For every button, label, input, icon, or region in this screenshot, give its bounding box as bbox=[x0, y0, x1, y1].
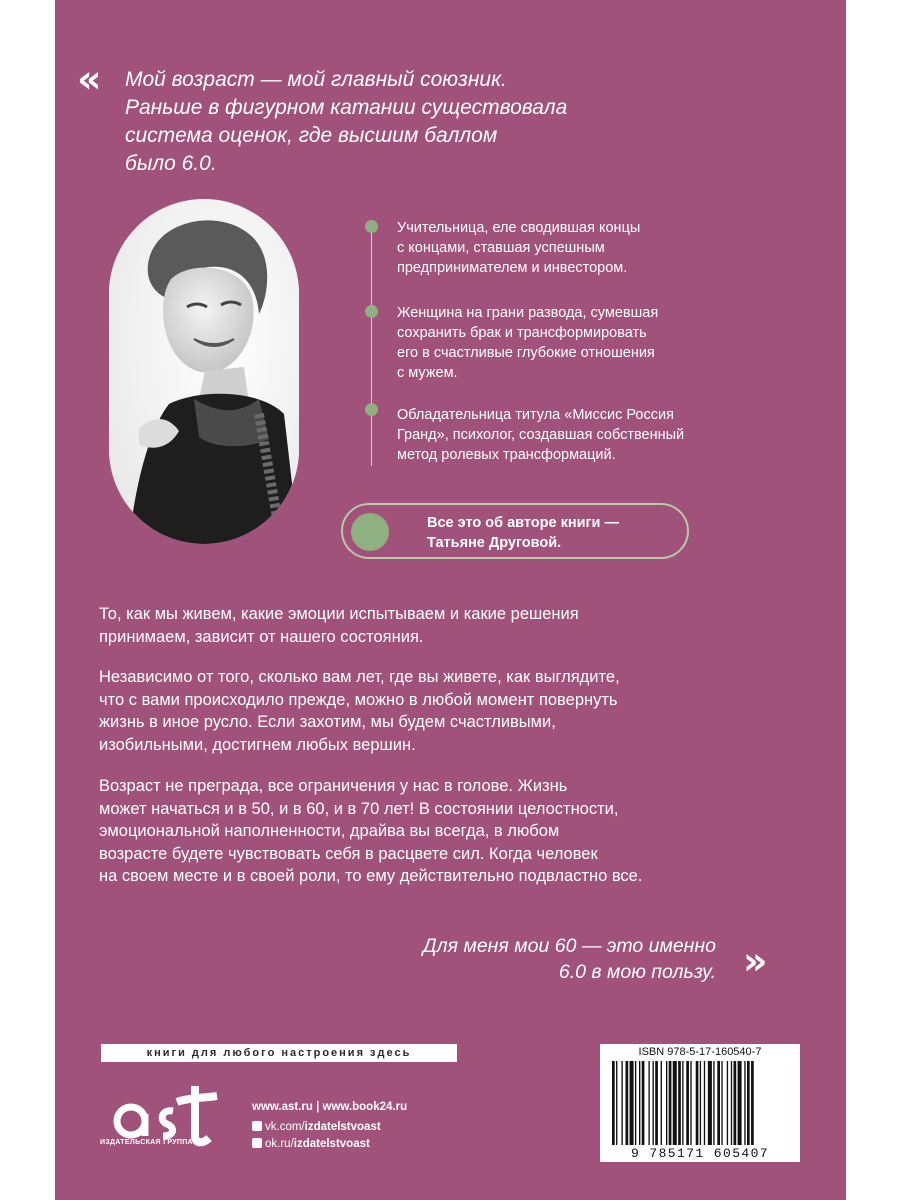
paragraph-line: Независимо от того, сколько вам лет, где вы живете, как выглядите, bbox=[99, 668, 620, 686]
barcode-bar bbox=[653, 1061, 654, 1145]
social-link-ok[interactable] bbox=[252, 1138, 370, 1150]
barcode-bar bbox=[734, 1061, 737, 1145]
top-quote-line: Раньше в фигурном катании существовала bbox=[125, 96, 568, 119]
social-link-vk[interactable] bbox=[252, 1121, 381, 1133]
barcode-bar bbox=[616, 1061, 617, 1145]
barcode-bar bbox=[655, 1061, 658, 1145]
paragraph-line: может начаться и в 50, и в 60, и в 70 лет! В состоянии целостности, bbox=[99, 799, 619, 818]
author-photo bbox=[109, 199, 299, 544]
body-paragraph bbox=[99, 666, 620, 756]
barcode-bar bbox=[642, 1061, 645, 1145]
paragraph-line: что с вами происходило прежде, можно в любой момент повернуть bbox=[99, 690, 618, 709]
barcode-box bbox=[600, 1044, 800, 1162]
barcode-bar bbox=[661, 1061, 662, 1145]
top-quote-line: Мой возраст — мой главный союзник. bbox=[125, 68, 507, 91]
ok-icon bbox=[252, 1138, 262, 1148]
top-quote-line: система оценок, где высшим баллом bbox=[125, 124, 498, 147]
author-callout bbox=[341, 503, 689, 559]
fact-line: сохранить брак и трансформировать bbox=[397, 325, 647, 341]
fact-line: Учительница, еле сводившая концы bbox=[397, 220, 641, 236]
paragraph-line: принимаем, зависит от нашего состояния. bbox=[99, 627, 424, 646]
open-quote-mark: « bbox=[77, 57, 102, 101]
timeline-dot bbox=[365, 305, 378, 318]
barcode-bar bbox=[673, 1061, 677, 1145]
barcode-bar bbox=[639, 1061, 640, 1145]
publisher-websites[interactable]: www.ast.ru | www.book24.ru bbox=[252, 1101, 408, 1113]
top-quote bbox=[125, 66, 645, 178]
barcode-bar bbox=[696, 1061, 699, 1145]
fact-line: Обладательница титула «Миссис Россия bbox=[397, 407, 674, 423]
barcode-bar bbox=[704, 1061, 705, 1145]
top-quote-line: было 6.0. bbox=[125, 152, 217, 175]
fact-line: Женщина на грани развода, сумевшая bbox=[397, 305, 659, 321]
bottom-quote bbox=[423, 933, 716, 985]
paragraph-line: эмоциональной наполненности, драйва вы всегда, в любом bbox=[99, 822, 560, 841]
timeline-dot bbox=[365, 403, 378, 416]
fact-line: предпринимателем и инвестором. bbox=[397, 260, 628, 276]
barcode-bar bbox=[721, 1061, 722, 1145]
barcode-bar bbox=[751, 1061, 754, 1145]
callout-line: Татьяне Друговой. bbox=[427, 535, 562, 551]
author-fact bbox=[397, 218, 640, 278]
author-fact bbox=[397, 303, 658, 383]
isbn-number: ISBN 978-5-17-160540-7 bbox=[638, 1046, 762, 1058]
fact-line: Гранд», психолог, создавшая собственный bbox=[397, 427, 685, 443]
callout-text bbox=[427, 513, 619, 553]
author-fact bbox=[397, 405, 684, 465]
fact-line: его в счастливые глубокие отношения bbox=[397, 345, 655, 361]
barcode-bar bbox=[612, 1061, 615, 1145]
barcode-bar bbox=[717, 1061, 720, 1145]
vk-icon bbox=[252, 1121, 262, 1131]
social-prefix: ok.ru/ bbox=[265, 1138, 294, 1150]
bottom-quote-line: 6.0 в мою пользу. bbox=[558, 961, 716, 983]
paragraph-line: изобильными, достигнем любых вершин. bbox=[99, 735, 416, 754]
barcode-bar bbox=[747, 1061, 750, 1145]
author-portrait-image bbox=[109, 199, 299, 544]
close-quote-mark: » bbox=[743, 939, 768, 983]
barcode-bar bbox=[713, 1061, 714, 1145]
paragraph-line: на своем месте и в своей роли, то ему действительно подвластно все. bbox=[99, 867, 643, 886]
barcode-bar bbox=[686, 1061, 689, 1145]
timeline-line bbox=[371, 224, 372, 466]
social-handle: izdatelstvoast bbox=[304, 1121, 381, 1133]
barcode-bar bbox=[700, 1061, 701, 1145]
social-handle: izdatelstvoast bbox=[293, 1138, 370, 1150]
barcode-bar bbox=[744, 1061, 745, 1145]
paragraph-line: То, как мы живем, какие эмоции испытываем и какие решения bbox=[99, 605, 579, 623]
callout-line: Все это об авторе книги — bbox=[427, 515, 619, 531]
publisher-name: ИЗДАТЕЛЬСКАЯ ГРУППА АСТ bbox=[100, 1139, 211, 1146]
barcode-icon bbox=[612, 1061, 796, 1145]
callout-dot bbox=[351, 513, 389, 551]
fact-line: метод ролевых трансформаций. bbox=[397, 447, 616, 463]
body-paragraph bbox=[99, 603, 579, 648]
barcode-bar bbox=[630, 1061, 634, 1145]
barcode-bar bbox=[666, 1061, 667, 1145]
tagline-banner: книги для любого настроения здесь bbox=[101, 1044, 457, 1062]
barcode-bar bbox=[669, 1061, 672, 1145]
fact-line: с концами, ставшая успешным bbox=[397, 240, 605, 256]
barcode-bar bbox=[635, 1061, 636, 1145]
book-back-cover bbox=[55, 0, 846, 1200]
barcode-bar bbox=[727, 1061, 728, 1145]
barcode-bar bbox=[648, 1061, 649, 1145]
barcode-bar bbox=[690, 1061, 691, 1145]
barcode-bar bbox=[678, 1061, 681, 1145]
barcode-bar bbox=[708, 1061, 712, 1145]
paragraph-line: Возраст не преграда, все ограничения у нас в голове. Жизнь bbox=[99, 777, 568, 795]
paragraph-line: жизнь в иное русло. Если захотим, мы будем счастливыми, bbox=[99, 713, 556, 732]
bottom-quote-line: Для меня мои 60 — это именно bbox=[422, 935, 716, 957]
barcode-digits: 9 785171 605407 bbox=[630, 1146, 770, 1161]
social-prefix: vk.com/ bbox=[265, 1121, 305, 1133]
timeline-dot bbox=[365, 220, 378, 233]
body-paragraph bbox=[99, 775, 642, 888]
barcode-bar bbox=[738, 1061, 742, 1145]
barcode-bar bbox=[626, 1061, 629, 1145]
fact-line: с мужем. bbox=[397, 365, 458, 381]
paragraph-line: возрасте будете чувствовать себя в расцвете сил. Когда человек bbox=[99, 844, 598, 863]
barcode-bar bbox=[621, 1061, 622, 1145]
barcode-bar bbox=[731, 1061, 732, 1145]
barcode-bar bbox=[682, 1061, 683, 1145]
